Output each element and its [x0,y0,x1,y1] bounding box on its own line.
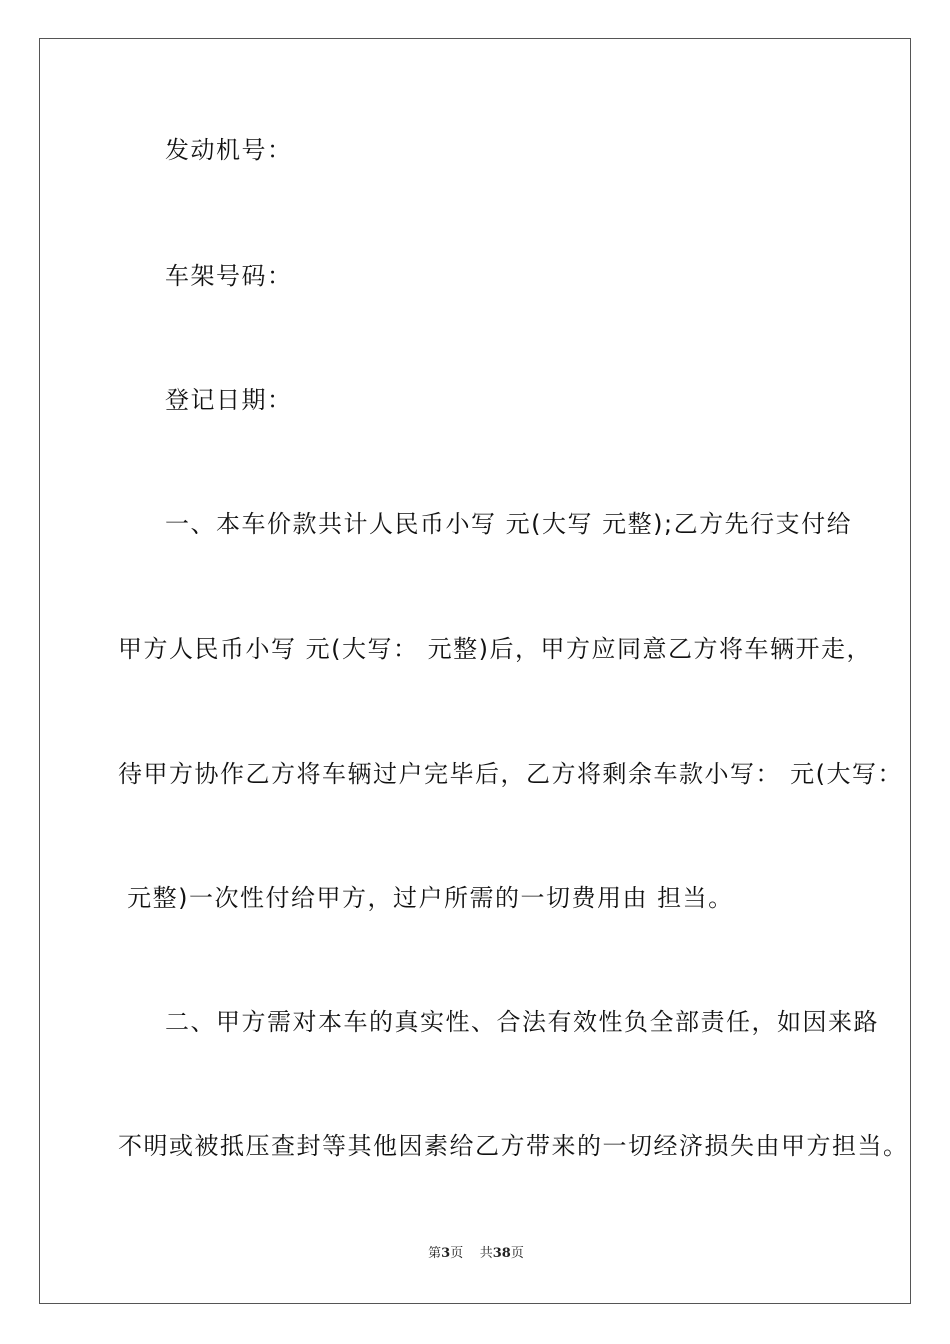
page-prefix: 第 [428,1246,442,1261]
clause2-line1: 二、甲方需对本车的真实性、合法有效性负全部责任，如因来路 [165,1008,879,1036]
registration-date-label: 登记日期： [165,386,293,414]
clause1-line4: 元整)一次性付给甲方，过户所需的一切费用由 担当。 [118,884,734,912]
clause1-line3: 待甲方协作乙方将车辆过户完毕后，乙方将剩余车款小写： 元(大写： [118,760,903,788]
clause1-line1: 一、本车价款共计人民币小写 元(大写 元整);乙方先行支付给 [165,510,853,538]
page-footer [40,1246,912,1262]
clause2-line2: 不明或被抵压查封等其他因素给乙方带来的一切经济损失由甲方担当。 [118,1132,909,1160]
total-pages: 38 [492,1246,511,1261]
engine-number-label: 发动机号： [165,136,293,164]
clause1-line2: 甲方人民币小写 元(大写： 元整)后，甲方应同意乙方将车辆开走， [118,635,872,663]
page-suffix: 页 [450,1246,464,1261]
total-suffix: 页 [510,1246,524,1261]
document-page [39,38,911,1304]
total-prefix: 共 [479,1246,493,1261]
vin-label: 车架号码： [165,262,293,290]
page-number: 3 [441,1246,451,1261]
